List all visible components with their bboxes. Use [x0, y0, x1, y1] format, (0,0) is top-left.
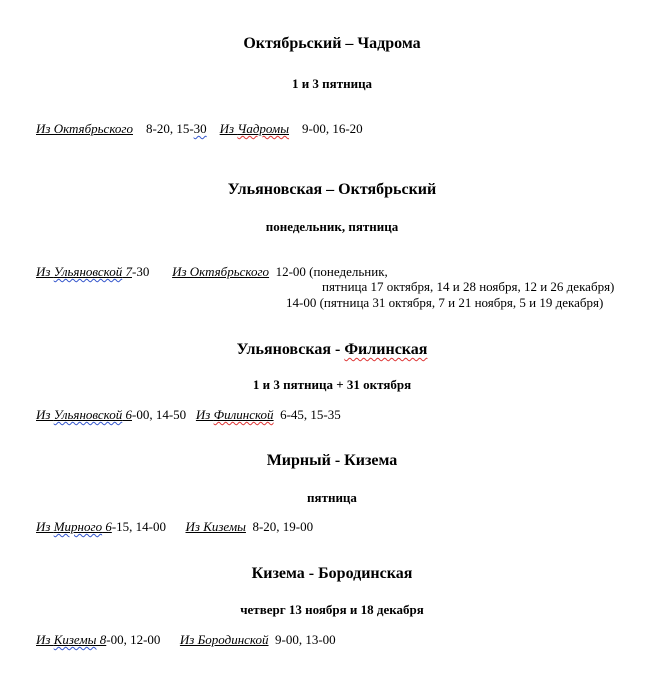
departure-times: 8-20, 19-00	[252, 519, 314, 534]
departure-times: 9-00, 13-00	[275, 632, 336, 647]
route-title: Ульяновская - Филинская	[236, 341, 428, 358]
departure-label: Из Киземы 8	[36, 632, 107, 647]
route-days: 1 и 3 пятница	[291, 76, 373, 91]
departure-label: Из Филинской	[195, 407, 274, 422]
departure-times: 9-00, 16-20	[302, 121, 363, 136]
departure-label: Из Октябрьского	[172, 264, 270, 279]
departure-times: -15, 14-00	[111, 519, 166, 534]
route-days: пятница	[307, 490, 357, 505]
departure-times: -00, 14-50	[131, 407, 187, 422]
departure-label: Из Бородинской	[179, 632, 269, 647]
route-schedule-line	[36, 519, 313, 535]
departure-times: 8-20, 15-	[145, 121, 194, 136]
departure-label: Из Киземы	[185, 519, 246, 534]
departure-label: Из Ульяновской 7	[36, 264, 132, 279]
departure-times: 14-00 (пятница 31 октября, 7 и 21 ноября, 5 и 19 декабря)	[286, 295, 604, 310]
route-title: Ульяновская – Октябрьский	[227, 181, 437, 198]
route-schedule-line	[36, 407, 341, 423]
departure-label: Из Октябрьского	[36, 121, 133, 136]
departure-times: -30	[131, 264, 150, 279]
departure-times: -00, 12-00	[106, 632, 161, 647]
route-days: четверг 13 ноября и 18 декабря	[240, 602, 424, 617]
route-title: Мирный - Кизема	[266, 452, 398, 469]
route-days: 1 и 3 пятница + 31 октября	[252, 377, 412, 392]
route-schedule-line	[36, 121, 363, 137]
route-title: Кизема - Бородинская	[251, 565, 413, 582]
departure-label: Из Ульяновской 6	[36, 407, 132, 422]
route-schedule-line	[36, 632, 336, 648]
route-title: Октябрьский – Чадрома	[243, 35, 421, 52]
departure-times: 6-45, 15-35	[280, 407, 341, 422]
departure-times: 12-00 (понедельник,	[275, 264, 388, 279]
route-days: понедельник, пятница	[265, 219, 399, 234]
departure-times-continued: пятница 17 октября, 14 и 28 ноября, 12 и 26 декабря)	[322, 279, 615, 294]
departure-label: Из Чадромы	[219, 121, 290, 136]
departure-times-flagged: 30	[193, 121, 207, 136]
departure-label: Из Мирного 6	[36, 519, 112, 534]
route-schedule-line	[36, 264, 388, 280]
